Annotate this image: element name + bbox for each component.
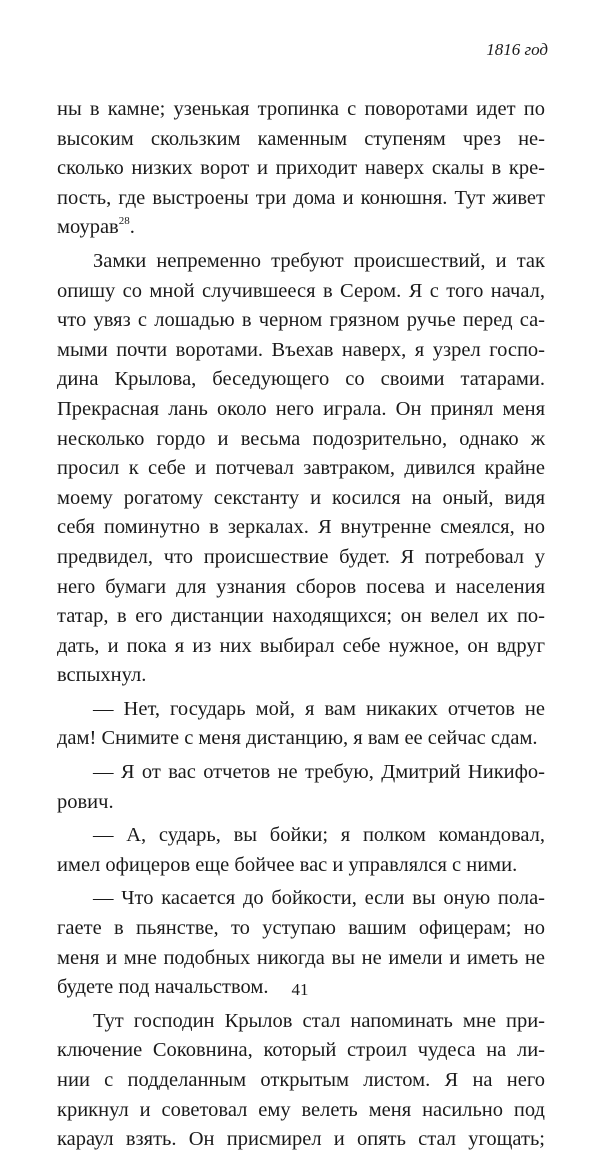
text-line: татар, в его дистанции находящихся; он велел их по- xyxy=(57,605,545,628)
text-line: — Что касается до бойкости, если вы оную пола- xyxy=(93,887,545,910)
footnote-reference[interactable]: 28 xyxy=(118,215,130,228)
text-line xyxy=(57,213,545,243)
text-line: гаете в пьянстве, то уступаю вашим офицерам; но xyxy=(57,917,545,940)
paragraph xyxy=(57,247,545,691)
text-line: дам! Снимите с меня дистанцию, я вам ее сейчас сдам. xyxy=(57,727,538,750)
text-line: дать, и пока я из них выбирал себе нужное, он вдруг xyxy=(57,634,545,657)
text-line: вспыхнул. xyxy=(57,664,147,687)
page-number: 41 xyxy=(291,980,309,999)
text-line: предвидел, что происшествие будет. Я потребовал у xyxy=(57,545,545,568)
text-line: меня и мне подобных никогда вы не имели и иметь не xyxy=(57,946,545,969)
text-line: ключение Соковнина, который строил чудеса на ли- xyxy=(57,1039,545,1062)
text-line: караул взять. Он присмирел и опять стал угощать; xyxy=(57,1128,545,1151)
running-head: 1816 год xyxy=(486,40,548,59)
text-line: что увяз с лошадью в черном грязном ручье перед са- xyxy=(57,309,545,332)
text-line: опишу со мной случившееся в Сером. Я с того начал, xyxy=(57,279,545,302)
paragraph xyxy=(57,95,545,243)
text-line: рович. xyxy=(57,790,114,813)
text-line: — Нет, государь мой, я вам никаких отчетов не xyxy=(93,697,545,720)
text-line: ны в камне; узенькая тропинка с поворотами идет по xyxy=(57,98,545,120)
text-line: несколько гордо и весьма подозрительно, однако ж xyxy=(57,427,545,450)
text-line: сколько низких ворот и приходит наверх скалы в кре- xyxy=(57,157,545,180)
text-line: нии с подделанным открытым листом. Я на него xyxy=(57,1069,545,1091)
paragraph xyxy=(57,695,545,754)
text-line: будете под начальством. xyxy=(57,976,269,999)
text-line-content: моурав xyxy=(57,216,119,239)
text-line: дина Крылова, беседующего со своими татарами. xyxy=(57,368,545,391)
paragraph xyxy=(57,821,545,880)
text-line: себя поминутно в зеркалах. Я внутренне смеялся, но xyxy=(57,516,545,539)
text-line: пость, где выстроены три дома и конюшня. Тут живет xyxy=(57,186,545,209)
text-line: — Я от вас отчетов не требую, Дмитрий Никифо- xyxy=(93,761,545,784)
text-line: крикнул и советовал ему велеть меня насильно под xyxy=(57,1098,545,1121)
paragraph xyxy=(57,1007,545,1155)
text-line: имел офицеров еще бойчее вас и управлялся с ними. xyxy=(57,853,518,876)
text-line: Замки непременно требуют происшествий, и так xyxy=(93,249,545,272)
text-line: мыми почти воротами. Въехав наверх, я узрел госпо- xyxy=(57,338,545,361)
text-line: моему рогатому секстанту и косился на оный, видя xyxy=(57,486,545,509)
text-line: просил к себе и потчевал завтраком, дивился крайне xyxy=(57,457,545,480)
text-line: Тут господин Крылов стал напоминать мне при- xyxy=(93,1009,545,1032)
text-line: Прекрасная лань около него играла. Он принял меня xyxy=(57,397,545,420)
paragraph xyxy=(57,758,545,817)
text-line: высоким скользким каменным ступеням чрез не- xyxy=(57,127,545,150)
text-line: — А, сударь, вы бойки; я полком командовал, xyxy=(93,824,545,847)
text-line-tail: . xyxy=(129,216,135,239)
text-line: него бумаги для узнания сборов посева и населения xyxy=(57,575,545,598)
